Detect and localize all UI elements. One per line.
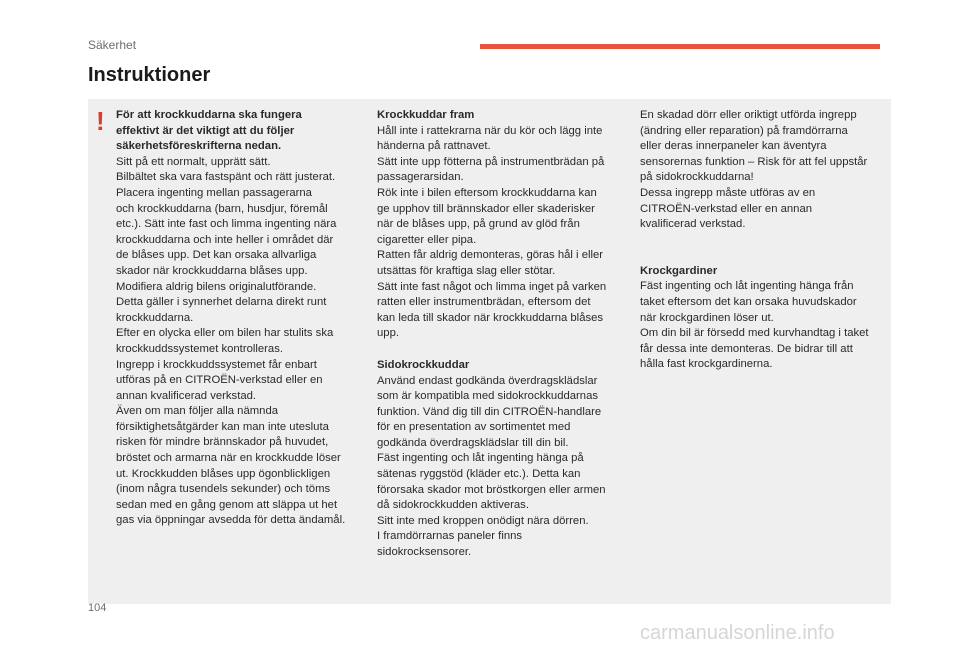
door-sensors-text: En skadad dörr eller oriktigt utförda ingrepp (ändring eller reparation) på framdörrarna eller deras innerpaneler kan äventyra sensorernas funktion – Risk för att fel uppstår på sidokrockkuddarna! Dessa ingrepp måste utföras av en CITROËN-verkstad eller en annan kvalificerad verkstad. — [640, 109, 868, 231]
front-airbags-heading: Krockkuddar fram — [377, 109, 475, 121]
section-label: Säkerhet — [88, 38, 137, 52]
side-airbags-text: Använd endast godkända överdragsklädslar som är kompatibla med sidokrockkuddarnas funktion. Vänd dig till din CITROËN-handlare för en presentation av sortimentet med godkända överdragsklädslar till din bil. Fäst ingenting och låt ingenting hänga på sätenas ryggstöd (kläder etc.). Detta kan förorsaka skador mot bröstkorgen eller armen då sidokrockkudden aktiveras. Sitt inte med kroppen onödigt nära dörren. I framdörrarnas paneler finns sidokrocksensorer. — [377, 374, 606, 559]
front-airbags-text: Håll inte i rattekrarna när du kör och lägg inte händerna på rattnavet. Sätt inte upp fötterna på instrumentbrädan på passagerarsidan. Rök inte i bilen eftersom krockkuddarna kan ge upphov till brännskador eller skaderisker när de blåses upp, på grund av glöd från cigaretter eller pipa. Ratten får aldrig demonteras, göras hål i eller utsättas för kraftiga slag eller stötar. Sätt inte fast något och limma inget på varken ratten eller instrumentbrädan, eftersom det kan leda till skador när krockkuddarna blåses upp. — [377, 124, 607, 340]
general-safety-text: Sitt på ett normalt, upprätt sätt. Bilbältet ska vara fastspänt och rätt justerat. Placera ingenting mellan passagerarna och krockkuddarna (barn, husdjur, föremål etc.). Sätt inte fast och limma ingenting nära krockkuddarna och inte heller i området där de blåses upp. Det kan orsaka allvarliga skador när krockkuddarna blåses upp. Modifiera aldrig bilens originalutförande. Detta gäller i synnerhet delarna direkt runt krockkuddarna. Efter en olycka eller om bilen har stulits ska krockkuddssystemet kontrolleras. Ingrepp i krockkuddssystemet får enbart utföras på en CITROËN-verkstad eller en annan kvalificerad verkstad. Även om man följer alla nämnda försiktighetsåtgärder kan man inte utesluta risken för mindre brännskador på huvudet, bröstet och armarna när en krockkudde löser ut. Krockkudden blåses upp ögonblickligen (inom några tusendels sekunder) och töms sedan med en gång genom att släppa ut het gas via öppningar avsedda för detta ändamål. — [116, 155, 346, 527]
section-accent-bar — [480, 44, 880, 49]
curtain-airbags-heading: Krockgardiner — [640, 264, 718, 277]
page-title: Instruktioner — [88, 64, 211, 86]
watermark: carmanualsonline.info — [640, 622, 835, 644]
side-airbags-heading: Sidokrockkuddar — [377, 358, 470, 371]
page-number: 104 — [88, 602, 107, 614]
curtain-airbags-text: Fäst ingenting och låt ingenting hänga från taket eftersom det kan orsaka huvudskador när krockgardinen löser ut. Om din bil är försedd med kurvhandtag i taket får dessa inte demonteras. De bidrar till att hålla fast krockgardinerna. — [640, 280, 869, 371]
column-general-safety — [116, 108, 366, 529]
exclamation-icon: ! — [96, 106, 105, 136]
column-doors-curtains — [640, 108, 890, 373]
column-front-side-airbags — [377, 108, 627, 561]
general-safety-heading: För att krockkuddarna ska fungera effektivt är det viktigt att du följer säkerhetsföreskrifterna nedan. — [116, 109, 302, 153]
